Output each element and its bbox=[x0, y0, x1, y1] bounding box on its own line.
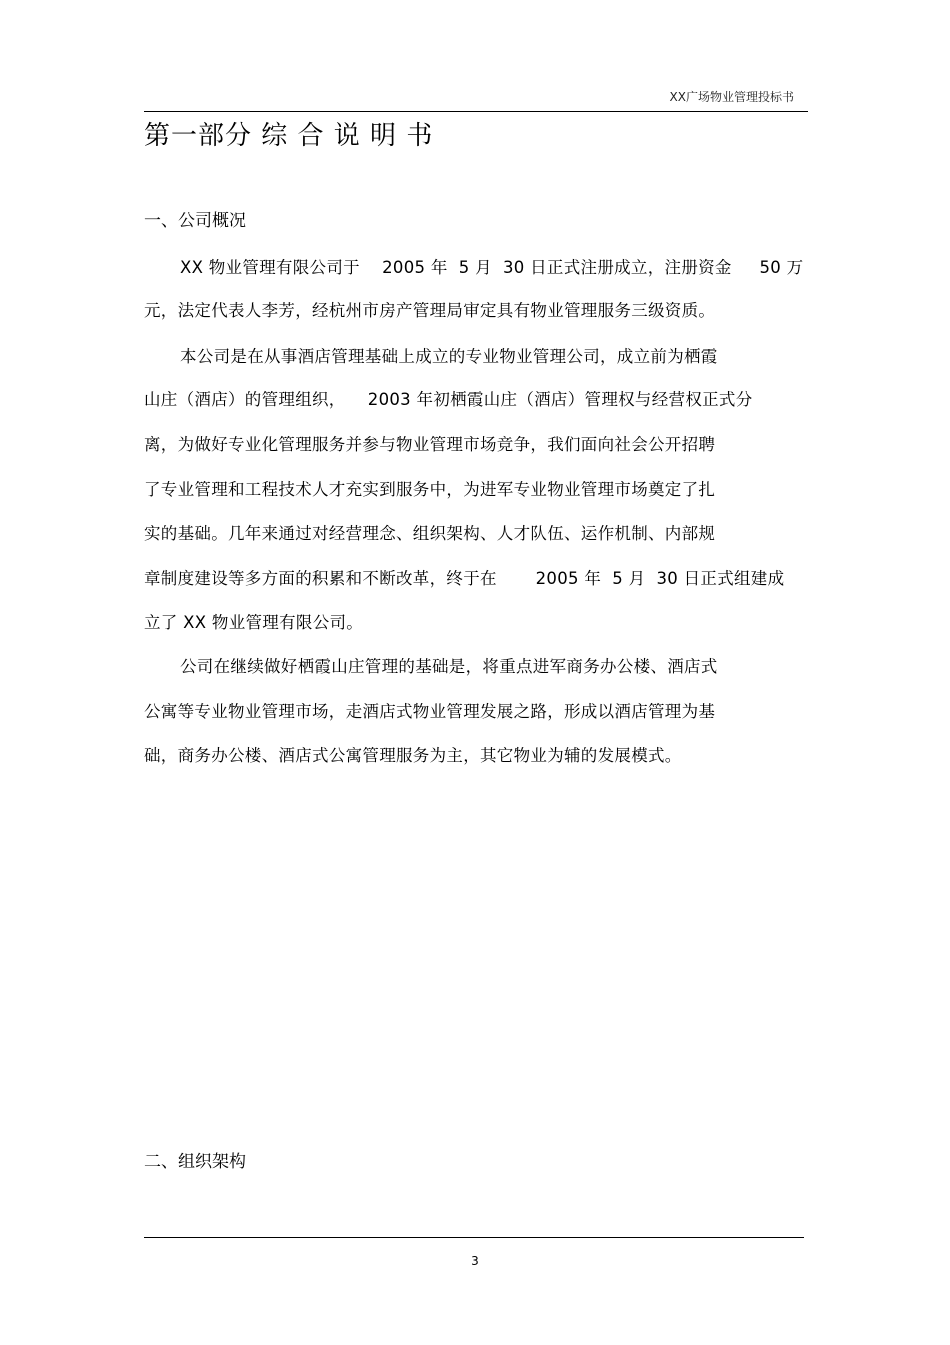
part-title: 第一部分 综 合 说 明 书 bbox=[144, 121, 434, 151]
body-line: 元，法定代表人李芳，经杭州市房产管理局审定具有物业管理服务三级资质。 bbox=[144, 301, 716, 320]
header-rule bbox=[144, 111, 808, 112]
body-line: 章制度建设等多方面的积累和不断改革，终于在 2005 年 5 月 30 日正式组建成 bbox=[144, 569, 785, 588]
footer-rule bbox=[144, 1237, 804, 1238]
body-line: 实的基础。几年来通过对经营理念、组织架构、人才队伍、运作机制、内部规 bbox=[144, 524, 716, 543]
body-line: XX 物业管理有限公司于 2005 年 5 月 30 日正式注册成立，注册资金 50 万 bbox=[180, 258, 804, 277]
body-line: 公寓等专业物业管理市场，走酒店式物业管理发展之路，形成以酒店管理为基 bbox=[144, 702, 716, 721]
body-line: 山庄（酒店）的管理组织， 2003 年初栖霞山庄（酒店）管理权与经营权正式分 bbox=[144, 390, 753, 409]
body-line: 本公司是在从事酒店管理基础上成立的专业物业管理公司，成立前为栖霞 bbox=[180, 347, 718, 366]
body-line: 立了 XX 物业管理有限公司。 bbox=[144, 613, 364, 632]
body-line: 离，为做好专业化管理服务并参与物业管理市场竞争，我们面向社会公开招聘 bbox=[144, 435, 716, 454]
body-line: 础，商务办公楼、酒店式公寓管理服务为主，其它物业为辅的发展模式。 bbox=[144, 746, 682, 765]
page-header-title: XX广场物业管理投标书 bbox=[669, 90, 794, 104]
body-line: 了专业管理和工程技术人才充实到服务中，为进军专业物业管理市场奠定了扎 bbox=[144, 480, 716, 499]
page-number: 3 bbox=[471, 1254, 479, 1268]
section-heading-org-structure: 二、组织架构 bbox=[144, 1152, 246, 1172]
body-line: 公司在继续做好栖霞山庄管理的基础是，将重点进军商务办公楼、酒店式 bbox=[180, 657, 718, 676]
section-heading-company-overview: 一、公司概况 bbox=[144, 211, 246, 231]
